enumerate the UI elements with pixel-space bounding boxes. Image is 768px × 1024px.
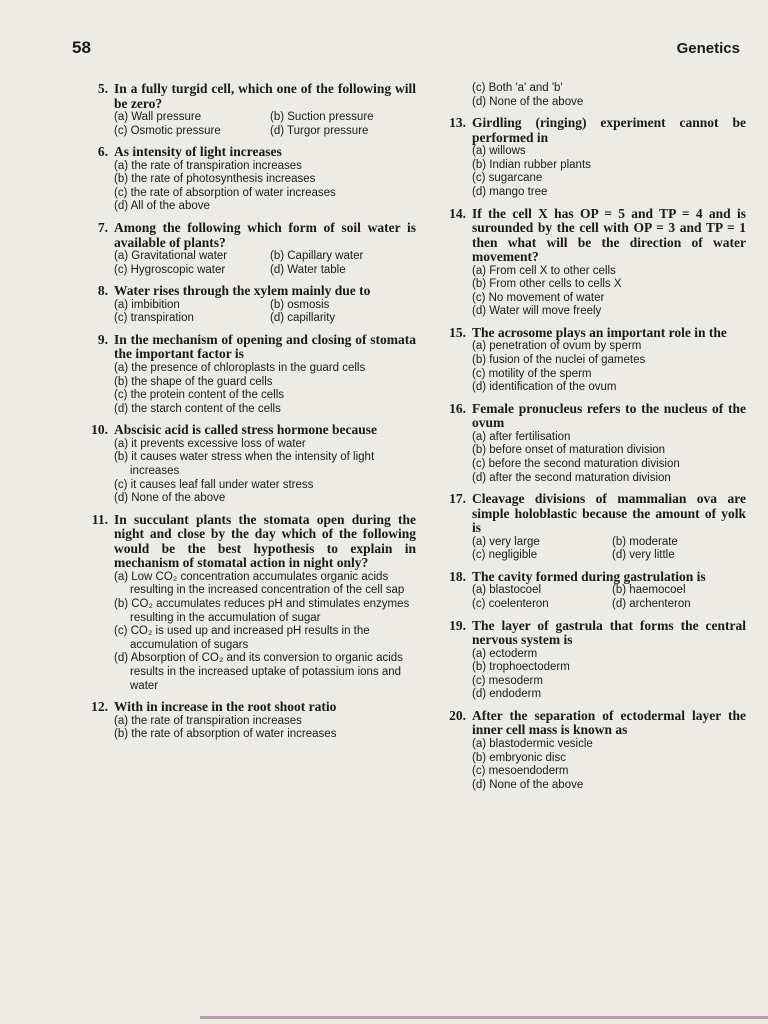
options [114, 715, 416, 742]
option: (d) identification of the ovum [472, 381, 617, 394]
question-11: 11. In succulant plants the stomata open during the night and close by the day which of the following would be the best hypothesis to explain in mechanism of stomatal action in night only? (a) Low CO₂ concentration accumulates organic acids resulting in the increased concentration of the cell sap (b) CO₂ accumulates reduces pH and stimulates enzymes resulting in the accumulation of sugar (c) CO₂ is used up and increased pH results in the accumulation of sugars (d) Absorption of CO₂ and its conversion to organic acids results in the increased uptake of potassium ions and water [91, 511, 416, 692]
option: (b) haemocoel [612, 584, 686, 597]
option: (b) trophoectoderm [472, 661, 570, 674]
question-18: 18. The cavity formed during gastrulation is (a) blastocoel (b) haemocoel (c) coelenteron (d) archenteron [436, 570, 746, 612]
options [114, 299, 416, 326]
option: (c) coelenteron [472, 597, 549, 610]
option: (d) None of the above [472, 95, 584, 108]
question-12: 12. With in increase in the root shoot ratio (a) the rate of transpiration increases (b) the rate of absorption of water increases [78, 700, 416, 742]
question-19: 19. The layer of gastrula that forms the central nervous system is (a) ectoderm (b) trophoectoderm (c) mesoderm (d) endoderm [449, 617, 746, 701]
option: (a) penetration of ovum by sperm [472, 340, 642, 353]
option: (a) after fertilisation [472, 430, 571, 443]
option: (c) the rate of absorption of water increases [114, 186, 336, 199]
option: (c) Both 'a' and 'b' [472, 82, 563, 94]
option: (b) Indian rubber plants [472, 158, 591, 171]
question-16: 16. Female pronucleus refers to the nucleus of the ovum (a) after fertilisation (b) before onset of maturation division (c) before the second maturation division (d) after the second maturation division [449, 400, 746, 484]
option: (d) after the second maturation division [472, 471, 671, 484]
question-15: 15. The acrosome plays an important role in the (a) penetration of ovum by sperm (b) fusion of the nuclei of gametes (c) motility of the sperm (d) identification of the ovum [436, 326, 746, 395]
page-edge-shadow [200, 1016, 768, 1019]
option: (d) Water table [270, 263, 346, 276]
options [472, 648, 746, 702]
options [472, 536, 746, 563]
option: (d) All of the above [114, 200, 210, 213]
option: (c) before the second maturation division [472, 458, 680, 470]
question-14: 14. If the cell X has OP = 5 and TP = 4 and is surounded by the cell with OP = 3 and TP = 1 then what will be the direction of water movement? (a) From cell X to other cells (b) From other cells to cells X (c) No movement of water (d) Water will move freely [449, 205, 746, 318]
question-9: 9. In the mechanism of opening and closing of stomata the important factor is (a) the presence of chloroplasts in the guard cells (b) the shape of the guard cells (c) the protein content of the cells (d) the starch content of the cells [97, 331, 416, 415]
option: (d) capillarity [270, 312, 336, 325]
option: (a) Gravitational water [114, 250, 228, 263]
question-8: 8. Water rises through the xylem mainly due to (a) imbibition (b) osmosis (c) transpiration (d) capillarity [78, 284, 416, 326]
option: (a) Wall pressure [114, 111, 202, 123]
option: (b) Suction pressure [270, 111, 374, 123]
option: (c) Hygroscopic water [114, 263, 226, 276]
option: (d) Water will move freely [472, 305, 602, 318]
option: (a) blastodermic vesicle [472, 737, 593, 750]
options [472, 145, 746, 199]
option: (a) From cell X to other cells [472, 264, 616, 277]
options [114, 362, 416, 416]
question-20: 20. After the separation of ectodermal layer the inner cell mass is known as (a) blastodermic vesicle (b) embryonic disc (c) mesoendoderm (d) None of the above [449, 707, 746, 791]
option: (d) very little [612, 549, 675, 562]
option: (d) Turgor pressure [270, 124, 369, 137]
option: (a) it prevents excessive loss of water [114, 437, 306, 450]
option: (d) endoderm [472, 688, 542, 701]
option: (c) sugarcane [472, 172, 543, 185]
option: (a) the rate of transpiration increases [114, 714, 302, 727]
option: (c) Osmotic pressure [114, 124, 221, 137]
option: (b) the rate of absorption of water increases [114, 728, 337, 741]
options [114, 250, 416, 277]
chapter-title: Genetics [676, 40, 740, 57]
option: (c) No movement of water [472, 291, 605, 304]
option: (a) ectoderm [472, 647, 538, 660]
question-7: 7. Among the following which form of soil water is available of plants? (a) Gravitational water (b) Capillary water (c) Hygroscopic water (d) Water table [97, 220, 416, 276]
page-header [72, 38, 740, 62]
option: (a) blastocoel [472, 584, 542, 597]
option: (c) motility of the sperm [472, 367, 592, 380]
option: (b) osmosis [270, 298, 330, 311]
option: (d) Absorption of CO₂ and its conversion to organic acids results in the increased uptake of potassium ions and water [114, 652, 403, 692]
option: (a) the rate of transpiration increases [114, 159, 302, 172]
question-17: 17. Cleavage divisions of mammalian ova are simple holoblastic because the amount of yolk is (a) very large (b) moderate (c) negligible (d) very little [449, 491, 746, 562]
left-column [78, 82, 416, 749]
option: (b) the shape of the guard cells [114, 375, 273, 388]
option: (c) it causes leaf fall under water stress [114, 478, 314, 491]
option: (c) transpiration [114, 312, 194, 325]
option: (c) negligible [472, 549, 538, 562]
option: (a) imbibition [114, 298, 180, 311]
option: (b) moderate [612, 535, 678, 548]
options [114, 571, 416, 693]
options [472, 431, 746, 485]
options [472, 738, 746, 792]
options [114, 438, 416, 506]
question-12-continued [472, 82, 746, 109]
option: (b) it causes water stress when the intensity of light increases [114, 451, 375, 477]
option: (b) the rate of photosynthesis increases [114, 173, 316, 186]
right-column [436, 82, 746, 799]
options [114, 111, 416, 138]
options [472, 265, 746, 319]
options [472, 584, 746, 611]
question-10: 10. Abscisic acid is called stress hormone because (a) it prevents excessive loss of water (b) it causes water stress when the intensity of light increases (c) it causes leaf fall under water stress (d) None of the above [78, 423, 416, 505]
question-13: 13. Girdling (ringing) experiment cannot be performed in (a) willows (b) Indian rubber plants (c) sugarcane (d) mango tree [449, 115, 746, 198]
question-6: 6. As intensity of light increases (a) the rate of transpiration increases (b) the rate of photosynthesis increases (c) the rate of absorption of water increases (d) All of the above [78, 145, 416, 214]
option: (d) the starch content of the cells [114, 402, 281, 415]
option: (b) CO₂ accumulates reduces pH and stimulates enzymes resulting in the accumulation of sugar [114, 597, 410, 624]
option: (b) fusion of the nuclei of gametes [472, 354, 646, 367]
option: (b) From other cells to cells X [472, 278, 622, 291]
option: (a) Low CO₂ concentration accumulates organic acids resulting in the increased concentration of the cell sap [114, 570, 405, 597]
option: (d) archenteron [612, 597, 691, 610]
option: (d) None of the above [114, 492, 226, 505]
question-5: 5. In a fully turgid cell, which one of the following will be zero? (a) Wall pressure (b) Suction pressure (c) Osmotic pressure (d) Turgor pressure [97, 81, 416, 137]
option: (a) willows [472, 145, 526, 158]
option: (a) the presence of chloroplasts in the guard cells [114, 361, 366, 374]
options [472, 340, 746, 394]
page-number: 58 [72, 38, 91, 57]
options [114, 160, 416, 214]
option: (b) embryonic disc [472, 751, 566, 764]
option: (b) before onset of maturation division [472, 444, 666, 457]
option: (c) mesoendoderm [472, 765, 569, 778]
option: (c) the protein content of the cells [114, 389, 285, 402]
option: (d) None of the above [472, 778, 584, 791]
option: (d) mango tree [472, 185, 548, 198]
option: (a) very large [472, 535, 540, 548]
option: (b) Capillary water [270, 250, 364, 263]
option: (c) CO₂ is used up and increased pH results in the accumulation of sugars [114, 625, 370, 651]
option: (c) mesoderm [472, 674, 543, 687]
